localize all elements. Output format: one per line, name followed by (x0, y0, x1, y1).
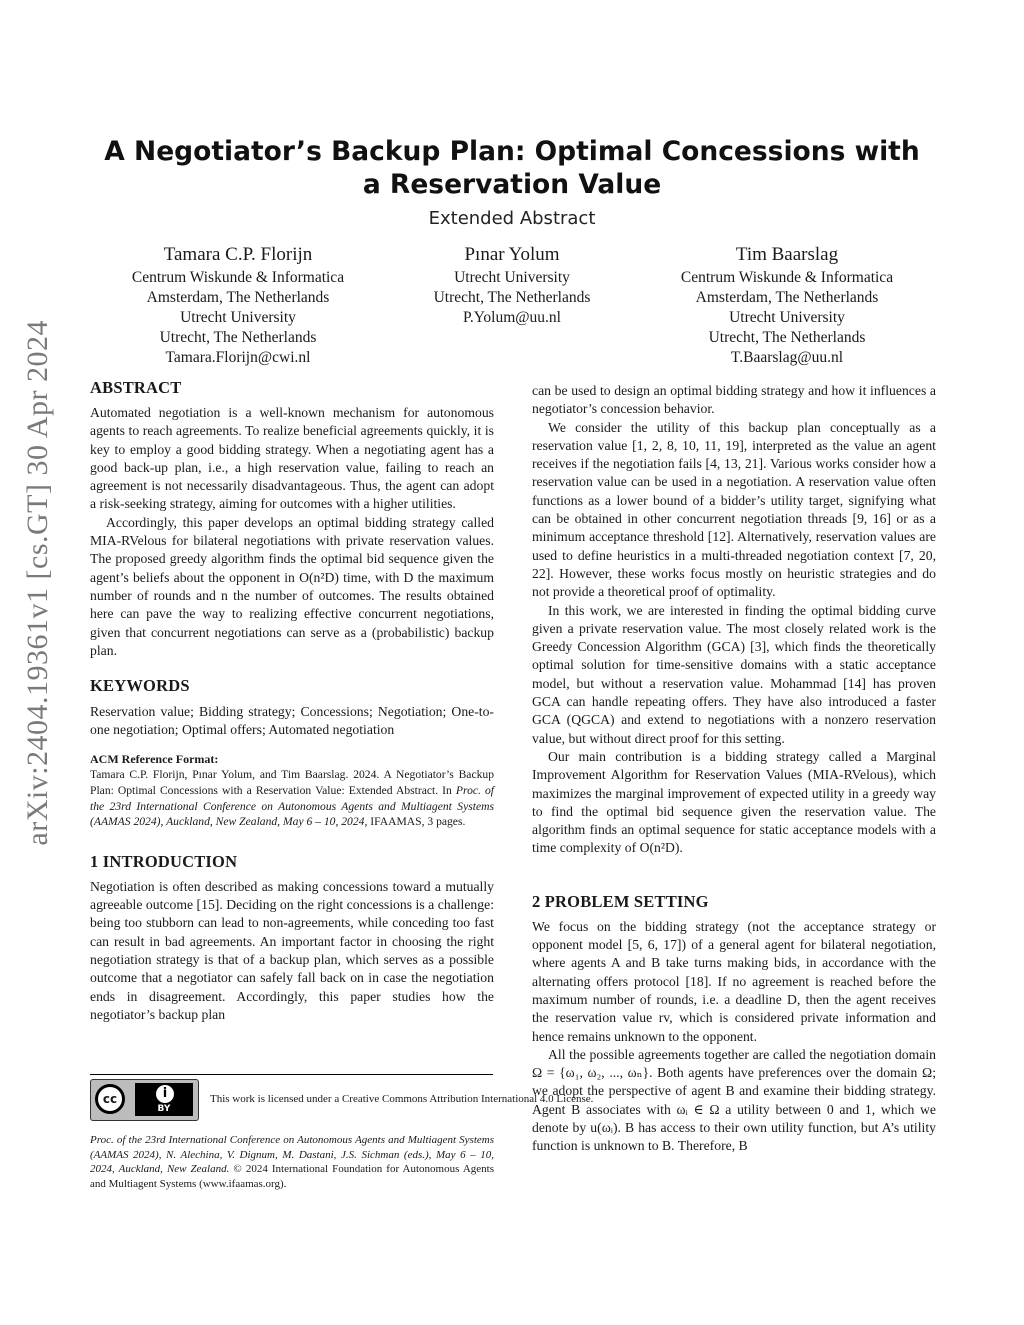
problem-setting-heading: 2 PROBLEM SETTING (532, 891, 709, 911)
author-affiliation: Utrecht University (180, 309, 296, 326)
abstract-paragraph: Accordingly, this paper develops an optimal bidding strategy called MIA-RVelous for bilateral negotiations with private reservation values. The proposed greedy algorithm finds the optimal bid sequence given the agent’s beliefs about the opponent in O(n²D) time, with D the maximum number of rounds and n the number of outcomes. The results obtained here can pave the way to realizing effective concurrent negotiations, given that concurrent negotiations can serve as a (probabilistic) backup plan. (90, 514, 494, 658)
author-email: Tamara.Florijn@cwi.nl (165, 349, 311, 366)
author-affiliation: Centrum Wiskunde & Informatica (680, 269, 894, 286)
body-paragraph: can be used to design an optimal bidding strategy and how it influences a negotiator’s concession behavior. (532, 383, 936, 417)
author-email: P.Yolum@uu.nl (463, 309, 561, 326)
creative-commons-badge[interactable] (90, 1079, 199, 1121)
by-badge (135, 1083, 193, 1116)
cc-icon: cc (95, 1084, 125, 1114)
author-location: Amsterdam, The Netherlands (695, 289, 879, 306)
venue-footnote (90, 1133, 494, 1191)
author-location: Utrecht, The Netherlands (433, 289, 591, 306)
author-location: Utrecht, The Netherlands (708, 329, 866, 346)
acm-reference-venue: Proc. of the 23rd International Conference on Autonomous Agents and Multiagent Systems (AAMAS 2024), Auckland, New Zealand, May 6 – 10, 2024 (90, 783, 494, 829)
keywords-text: Reservation value; Bidding strategy; Concessions; Negotiation; One-to-one negotiation; Optimal offers; Automated negotiation (90, 704, 494, 738)
author-block (362, 243, 662, 328)
attribution-person-icon: i (156, 1085, 174, 1103)
by-label: BY (157, 1104, 171, 1114)
right-column (532, 382, 936, 1156)
author-affiliation: Utrecht University (729, 309, 845, 326)
license-text: This work is licensed under a Creative Commons Attribution International 4.0 License. (210, 1093, 594, 1105)
acm-reference-text: , IFAAMAS, 3 pages. (364, 815, 466, 829)
footnote-venue: Proc. of the 23rd International Conference on Autonomous Agents and Multiagent Systems (AAMAS 2024), N. Alechina, V. Dignum, M. Dastani, J.S. Sichman (eds.), May 6 – 10, 2024, Auckland, New Zealand. (90, 1134, 494, 1176)
author-name: Pınar Yolum (464, 244, 560, 265)
author-name: Tamara C.P. Florijn (163, 244, 313, 265)
left-column (90, 378, 494, 1024)
abstract-heading: ABSTRACT (90, 378, 182, 397)
acm-reference-text: Tamara C.P. Florijn, Pınar Yolum, and Tim Baarslag. 2024. A Negotiator’s Backup Plan: Optimal Concessions with a Reservation Value: Extended Abstract. In (90, 768, 494, 797)
author-location: Amsterdam, The Netherlands (146, 289, 330, 306)
acm-reference (90, 752, 494, 830)
footnote-rule (90, 1074, 493, 1075)
body-paragraph: We focus on the bidding strategy (not the acceptance strategy or opponent model [5, 6, 17]) of a general agent for bilateral negotiation, where agents A and B take turns making bids, in accordance with the alternating offers protocol [18]. If no agreement is reached before the maximum number of rounds, i.e. a deadline D, then the agent receives the reservation value rv, which is considered private information and hence remains unknown to the opponent. (532, 918, 936, 1044)
acm-reference-heading: ACM Reference Format: (90, 751, 219, 766)
body-paragraph: Our main contribution is a bidding strategy called a Marginal Improvement Algorithm for Reservation Values (MIA-RVelous), which maximizes the marginal improvement of expected utility in a greedy way to find the optimal bid sequence given the reservation value. The algorithm finds an optimal sequence for static acceptance models with a time complexity of O(n²D). (532, 748, 936, 856)
introduction-paragraph: Negotiation is often described as making concessions toward a mutually agreeable outcome [15]. Deciding on the right concessions is a challenge: being too stubborn can lead to non-agreements, while conceding too fast can result in bad agreements. An important factor in choosing the right negotiation strategy is that of a backup plan, which serves as a possible outcome that a negotiator can safely fall back on in case the negotiation ends in disagreement. Accordingly, this paper studies how the negotiator’s backup plan (90, 878, 494, 1022)
paper-title: A Negotiator’s Backup Plan: Optimal Concessions with a Reservation Value (104, 136, 920, 200)
body-paragraph: All the possible agreements together are called the negotiation domain Ω = {ω₁, ω₂, ..., ωₙ}. Both agents have preferences over the domain Ω; we adopt the perspective of agent B and examine their bidding strategy. Agent B associates with ωᵢ ∈ Ω a utility between 0 and 1, which we denote by u(ωᵢ). B has access to their own utility function, but A’s utility function is unknown to B. Therefore, B (532, 1046, 936, 1154)
footnote-copyright: © 2024 International Foundation for Autonomous Agents and Multiagent Systems (www.ifaamas.org). (90, 1163, 494, 1190)
introduction-heading: 1 INTRODUCTION (90, 851, 238, 871)
author-name: Tim Baarslag (735, 244, 839, 265)
author-email: T.Baarslag@uu.nl (730, 349, 844, 366)
body-paragraph: In this work, we are interested in finding the optimal bidding curve given a private reservation value. The most closely related work is the Greedy Concession Algorithm (GCA) [3], which finds the theoretically optimal solution for time-sensitive domains with a static acceptance model, but without a reservation value. Mohammad [14] has proven GCA can handle repeating offers. They have also introduced a faster GCA (QGCA) and extend to negotiations with a nonzero reservation value, but without direct proof for this setting. (532, 602, 936, 746)
author-location: Utrecht, The Netherlands (159, 329, 317, 346)
body-paragraph: We consider the utility of this backup plan conceptually as a reservation value [1, 2, 8, 10, 11, 19], interpreted as the value an agent receives if the negotiation fails [4, 13, 21]. Various works consider how a reservation value can be used in a negotiation. A reservation value often functions as a lower bound of a bidder’s utility target, signifying what can be obtained in other concurrent negotiation threads [9, 16] or as a minimum acceptance threshold [12]. Alternatively, reservation values are used to define heuristics in a multi-threaded negotiation context [7, 20, 22]. However, these works focus mostly on heuristic strategies and do not provide a theoretical proof of optimality. (532, 419, 936, 600)
author-affiliation: Utrecht University (454, 269, 570, 286)
author-block (88, 243, 388, 368)
abstract-paragraph: Automated negotiation is a well-known mechanism for autonomous agents to reach agreements. To realize beneficial agreements quickly, it is key to employ a good bidding strategy. When a negotiating agent has a good back-up plan, i.e., a high reservation value, failing to reach an agreement is not necessarily disadvantageous. Thus, the agent can adopt a risk-seeking strategy, aiming for outcomes with a higher utilities. (90, 405, 494, 512)
keywords-heading: KEYWORDS (90, 676, 190, 696)
paper-subtitle: Extended Abstract (428, 208, 596, 229)
arxiv-identifier: arXiv:2404.19361v1 [cs.GT] 30 Apr 2024 (21, 320, 54, 846)
license-notice (90, 1079, 594, 1119)
author-affiliation: Centrum Wiskunde & Informatica (131, 269, 345, 286)
author-block (637, 243, 937, 368)
